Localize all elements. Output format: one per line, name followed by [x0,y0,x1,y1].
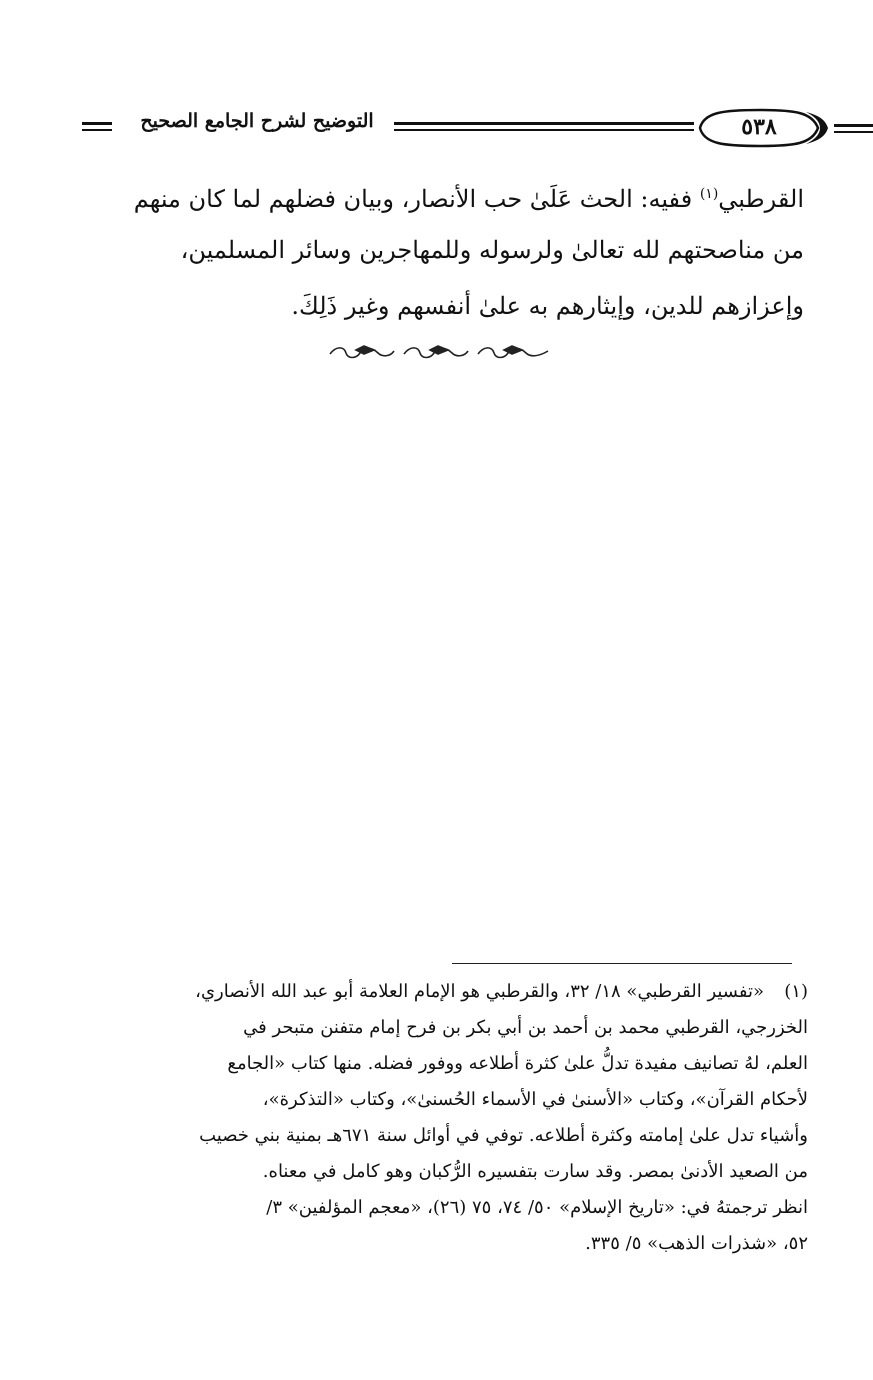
footnote-line-6: من الصعيد الأدنىٰ بمصر. وقد سارت بتفسيره الرُّكبان وهو كامل في معناه. [262,1161,808,1182]
header-rule-right [834,124,873,133]
running-header [82,108,806,152]
main-text [80,166,804,334]
header-title: التوضيح لشرح الجامع الصحيح [140,110,374,132]
footnote-line-3: العلم، لهُ تصانيف مفيدة تدلُّ علىٰ كثرة أطلاعه ووفور فضله. منها كتاب «الجامع [227,1053,808,1074]
header-rule-center [394,122,694,131]
main-line-3: وإعزازهم للدين، وإيثارهم به علىٰ أنفسهم وغير ذَلِكَ. [291,292,804,320]
header-rule-left [82,122,112,131]
main-line-1-rest: ففيه: الحث عَلَىٰ حب الأنصار، وبيان فضلهم لما كان منهم [133,185,693,213]
main-line-1-start: القرطبي [718,185,804,213]
footnote-marker: (١) [784,981,808,1002]
footnote-line-2: الخزرجي، القرطبي محمد بن أحمد بن أبي بكر بن فرح إمام متفنن متبحر في [243,1017,808,1038]
footnote-reference[interactable]: (١) [699,186,719,202]
footnote-line-5: وأشياء تدل علىٰ إمامته وكثرة أطلاعه. توفي في أوائل سنة ٦٧١هـ بمنية بني خصيب [199,1125,808,1146]
footnote-line-4: لأحكام القرآن»، وكتاب «الأسنىٰ في الأسماء الحُسنىٰ»، وكتاب «التذكرة»، [262,1089,808,1110]
main-line-1 [80,166,804,222]
page-number: ٥٣٨ [741,114,777,140]
page-number-badge [694,108,844,148]
footnote-line-1-text: «تفسير القرطبي» ١٨/ ٣٢، والقرطبي هو الإمام العلامة أبو عبد الله الأنصاري، [195,981,764,1002]
footnote-line-8: ٥٢، «شذرات الذهب» ٥/ ٣٣٥. [585,1233,808,1254]
footnotes [78,974,808,1262]
main-line-2: من مناصحتهم لله تعالىٰ ولرسوله وللمهاجرين وسائر المسلمين، [180,236,804,264]
section-ornament [326,342,552,364]
footnote-separator [452,963,792,964]
footnote-line-7: انظر ترجمتهُ في: «تاريخ الإسلام» ٥٠/ ٧٤، ٧٥ (٢٦)، «معجم المؤلفين» ٣/ [266,1197,808,1218]
footnote-line-1 [78,974,808,1010]
